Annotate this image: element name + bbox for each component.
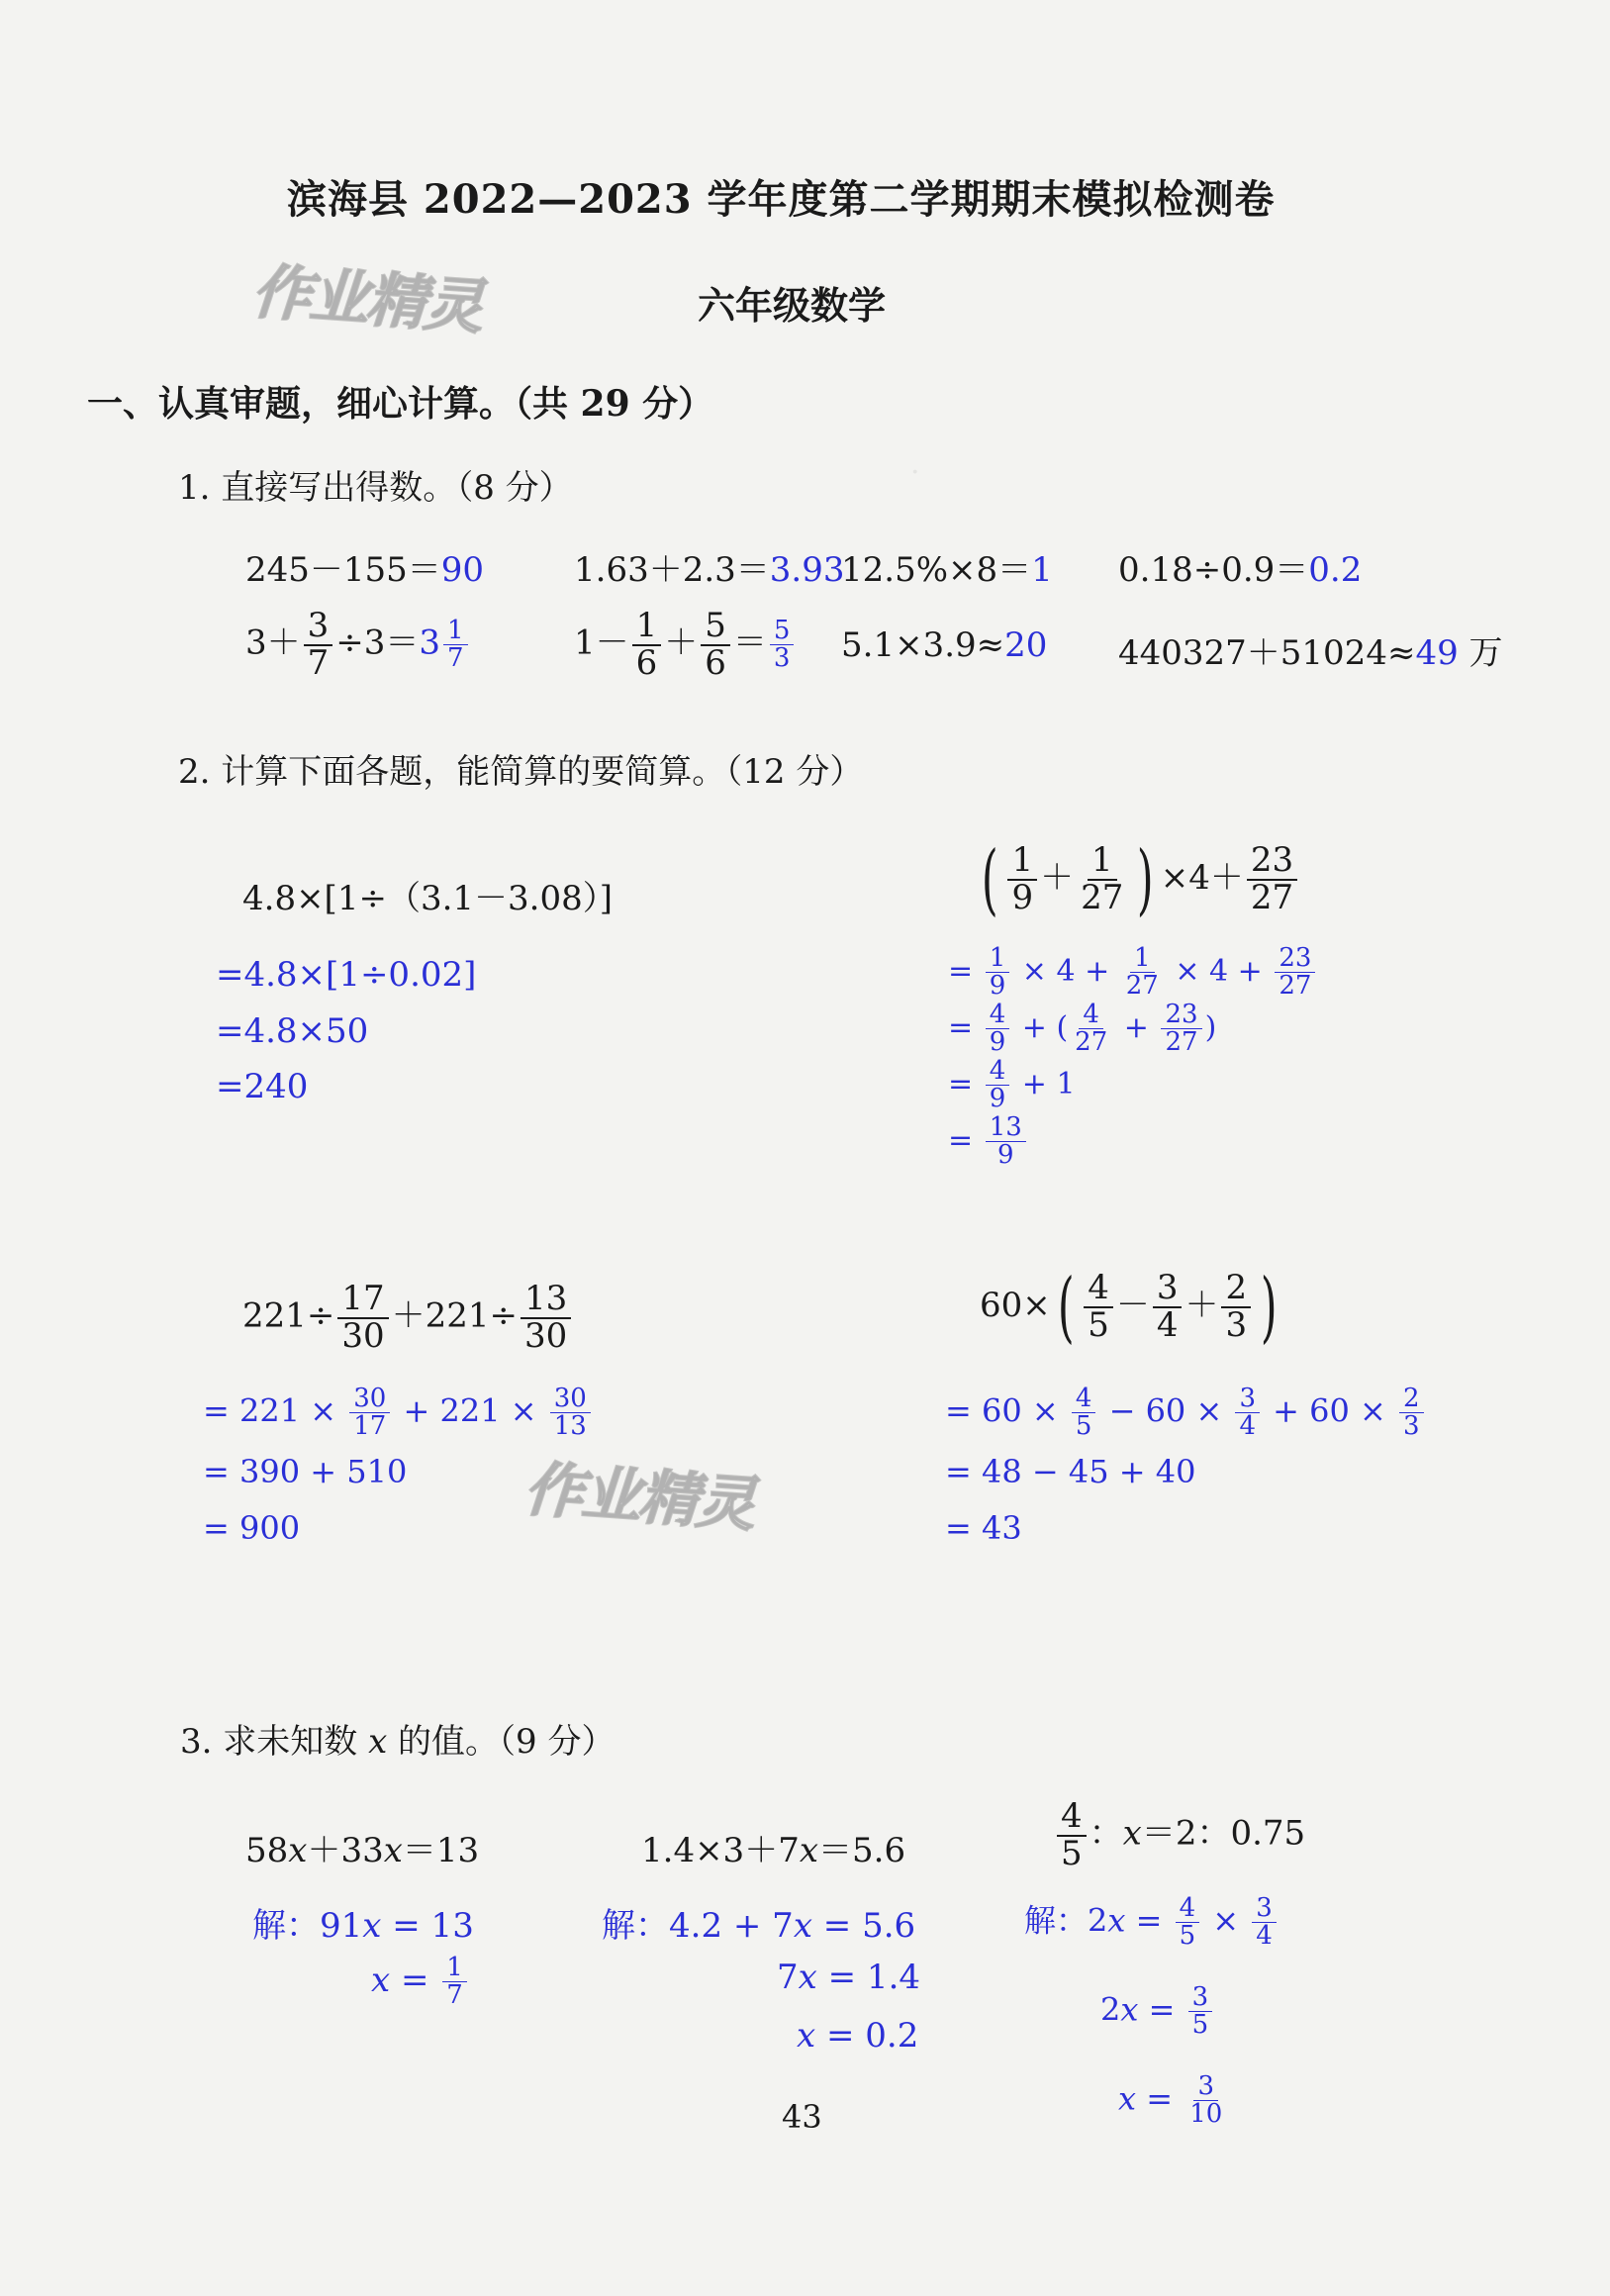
question-2-title: 2. 计算下面各题，能简算的要简算。（12 分） [178, 752, 864, 792]
q1-item-4: 0.18÷0.9＝0.2 [1118, 550, 1363, 590]
q3-equation-2: 1.4×3＋7x＝5.6 [641, 1831, 906, 1870]
page-title: 滨海县 2022—2023 学年度第二学期期末模拟检测卷 [287, 176, 1276, 223]
q1-item-1: 245－155＝90 [245, 550, 485, 590]
q1-item-6: 1－ $\frac{1}{6}$ ＋ $\frac{5}{6}$ ＝ $\frac{5}{3}$ [574, 609, 797, 681]
q1-item-5: 3＋ $\frac{3}{7}$ ÷3＝3 $\frac{1}{7}$ [245, 609, 471, 681]
q2-problem-4: 60×( $\frac{4}{5}$ － $\frac{3}{4}$ ＋ $\frac{2}{3}$ ) [980, 1263, 1278, 1352]
q1-item-8: 440327＋51024≈49 万 [1118, 633, 1503, 673]
q2-p3-step-2: = 390 + 510 [203, 1453, 408, 1490]
q2-p3-step-3: = 900 [203, 1509, 301, 1547]
q3-e2-step-3: x = 0.2 [797, 2016, 919, 2056]
q2-p3-step-1: = 221 × $\frac{30}{17}$ + 221 × $\frac{30}{13}$ [203, 1386, 594, 1441]
q1-item-7: 5.1×3.9≈20 [841, 625, 1048, 665]
q3-e3-step-3: x = $\frac{3}{10}$ [1118, 2071, 1223, 2130]
watermark-logo: 作业精灵 [249, 256, 484, 342]
q3-e3-step-2: 2x = $\frac{3}{5}$ [1100, 1984, 1215, 2040]
q3-equation-3: $\frac{4}{5}$ ：x＝2：0.75 [1054, 1799, 1305, 1871]
bleed-through-text: · [910, 455, 920, 490]
q2-problem-3: 221÷ $\frac{17}{30}$ ＋221÷ $\frac{13}{30}$ [242, 1282, 574, 1354]
q3-e1-step-1: 解：91x = 13 [252, 1906, 474, 1946]
watermark-logo-2: 作业精灵 [521, 1454, 756, 1540]
q3-e1-step-2: x = $\frac{1}{7}$ [371, 1955, 470, 2010]
q3-e2-step-1: 解：4.2 + 7x = 5.6 [602, 1906, 916, 1946]
q2-p4-step-1: = 60 × $\frac{4}{5}$ − 60 × $\frac{3}{4}$ + 60 × $\frac{2}{3}$ [945, 1386, 1427, 1441]
q3-e2-step-2: 7x = 1.4 [777, 1958, 921, 1997]
q2-p4-step-2: = 48 − 45 + 40 [945, 1453, 1196, 1490]
q2-p2-step-1: = $\frac{1}{9}$ × 4 + $\frac{1}{27}$ × 4 + $\frac{23}{27}$ [948, 945, 1318, 1001]
q3-e3-step-1: 解：2x = $\frac{4}{5}$ × $\frac{3}{4}$ [1024, 1895, 1279, 1951]
question-3-title: 3. 求未知数 x 的值。（9 分） [180, 1722, 616, 1762]
q2-p2-step-4: = $\frac{13}{9}$ [948, 1114, 1029, 1170]
page-number: 43 [782, 2098, 822, 2136]
q2-p4-step-3: = 43 [945, 1509, 1022, 1547]
question-1-title: 1. 直接写出得数。（8 分） [178, 468, 573, 508]
q2-p2-step-2: = $\frac{4}{9}$ + ( $\frac{4}{27}$ + $\frac{23}{27}$ ) [948, 1000, 1217, 1058]
q3-equation-1: 58x＋33x＝13 [245, 1831, 480, 1870]
q1-item-2: 1.63＋2.3＝3.93 [574, 550, 845, 590]
page-subtitle: 六年级数学 [698, 283, 887, 328]
q2-problem-1: 4.8×[1÷（3.1－3.08）] [242, 879, 613, 918]
q2-p1-step-2: =4.8×50 [216, 1011, 369, 1051]
q2-problem-2: ( $\frac{1}{9}$ ＋ $\frac{1}{27}$ ) ×4＋ $\frac{23}{27}$ [975, 841, 1300, 918]
q2-p2-step-3: = $\frac{4}{9}$ + 1 [948, 1056, 1076, 1114]
q1-item-3: 12.5%×8＝1 [841, 550, 1053, 590]
section-heading: 一、认真审题，细心计算。（共 29 分） [87, 383, 714, 425]
q2-p1-step-1: =4.8×[1÷0.02] [216, 955, 477, 995]
q2-p1-step-3: =240 [216, 1067, 309, 1106]
